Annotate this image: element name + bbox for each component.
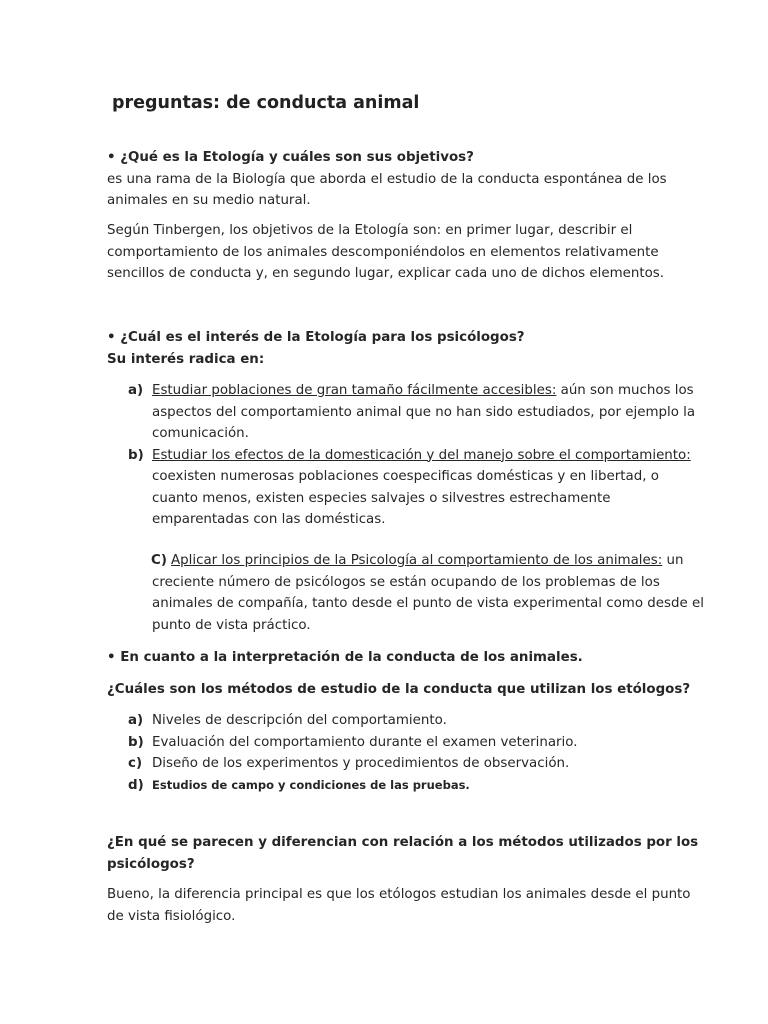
list-item (107, 732, 707, 754)
answer-1: es una rama de la Biología que aborda el estudio de la conducta espontánea de los animales en su medio natural. (107, 171, 667, 208)
list-item (107, 753, 707, 775)
section-metodos (107, 679, 707, 701)
interest-list (107, 380, 707, 531)
section-interpretacion (107, 647, 707, 669)
question-1: • ¿Qué es la Etología y cuáles son sus objetivos? (107, 150, 474, 165)
question-3: ¿Cuáles son los métodos de estudio de la conducta que utilizan los etólogos? (107, 682, 691, 697)
item-text: Diseño de los experimentos y procedimientos de observación. (152, 756, 570, 771)
section-comparacion (107, 832, 707, 875)
list-marker: a) (128, 383, 144, 398)
item-text: Evaluación del comportamiento durante el examen veterinario. (152, 734, 578, 750)
item-text: Estudios de campo y condiciones de las pruebas. (152, 777, 470, 792)
list-item (107, 380, 707, 445)
question-2: • ¿Cuál es el interés de la Etología para los psicólogos? (107, 330, 525, 345)
answer-4: Bueno, la diferencia principal es que los etólogos estudian los animales desde el punto de vista fisiológico. (107, 887, 691, 924)
section-etologia-definicion (107, 147, 707, 212)
interest-list-c (107, 550, 707, 636)
list-marker: a) (128, 713, 144, 728)
item-text: aún son muchos los aspectos del comportamiento animal que no han sido estudiados, por ejemplo la comunicación. (152, 383, 696, 441)
question-4: ¿En qué se parecen y diferencian con relación a los métodos utilizados por los psicólogos? (107, 835, 699, 872)
section-respuesta (107, 884, 707, 927)
list-item (107, 445, 707, 531)
section-interes-psicologos (107, 327, 707, 370)
list-marker: d) (128, 777, 144, 793)
item-text: coexisten numerosas poblaciones coespecificas domésticas y en libertad, o cuanto menos, existen especies salvajes o silvestres estrechamente emparentadas con las domésticas. (152, 469, 659, 527)
item-text: un creciente número de psicólogos se están ocupando de los problemas de los animales de compañía, tanto desde el punto de vista experimental como desde el punto de vista práctico. (152, 553, 704, 633)
item-text: Niveles de descripción del comportamiento. (152, 713, 447, 728)
item-lead: Estudiar poblaciones de gran tamaño fácilmente accesibles: (152, 383, 557, 398)
item-lead: Estudiar los efectos de la domesticación y del manejo sobre el comportamiento: (152, 447, 691, 463)
heading-interpretacion: • En cuanto a la interpretación de la conducta de los animales. (107, 650, 583, 665)
list-item (107, 775, 707, 797)
page-title: preguntas: de conducta animal (112, 93, 420, 113)
section-etologia-objetivos (107, 220, 707, 285)
list-item (107, 550, 707, 636)
subhead-interes: Su interés radica en: (107, 351, 265, 367)
list-marker: C) (151, 553, 167, 568)
list-marker: b) (128, 447, 144, 463)
list-marker: b) (128, 734, 144, 750)
list-item (107, 710, 707, 732)
paragraph-tinbergen: Según Tinbergen, los objetivos de la Etología son: en primer lugar, describir el comportamiento de los animales descomponiéndolos en elementos relativamente sencillos de conducta y, en segundo lugar, explicar cada uno de dichos elementos. (107, 223, 665, 281)
list-marker: c) (128, 756, 143, 771)
methods-list (107, 710, 707, 796)
item-lead: Aplicar los principios de la Psicología al comportamiento de los animales: (171, 553, 663, 568)
